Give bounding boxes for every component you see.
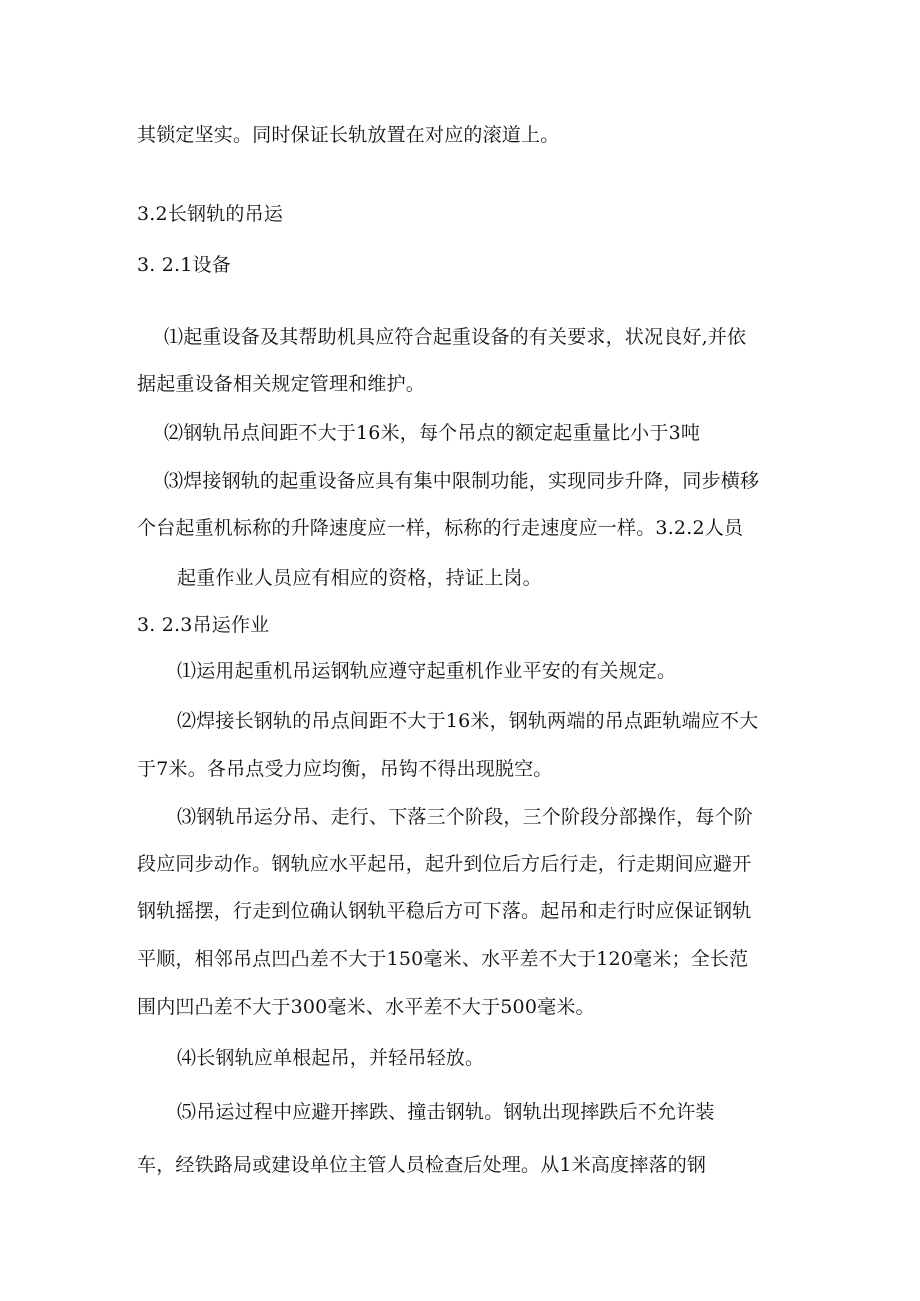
section-heading: 3.2长钢轨的吊运 xyxy=(137,203,284,225)
text-line: 个台起重机标称的升降速度应一样，标称的行走速度应一样。3.2.2人员 xyxy=(137,517,744,539)
text-line: 据起重设备相关规定管理和维护。 xyxy=(137,373,426,395)
text-line: ⑶钢轨吊运分吊、走行、下落三个阶段，三个阶段分部操作，每个阶 xyxy=(177,806,754,828)
text-line: 其锁定坚实。同时保证长轨放置在对应的滚道上。 xyxy=(137,124,560,146)
subsection-heading: 3. 2.1设备 xyxy=(137,254,231,276)
text-line: ⑴运用起重机吊运钢轨应遵守起重机作业平安的有关规定。 xyxy=(177,660,677,682)
text-line: 平顺，相邻吊点凹凸差不大于150毫米、水平差不大于120毫米；全长范 xyxy=(137,948,749,970)
text-line: 车，经铁路局或建设单位主管人员检查后处理。从1米高度摔落的钢 xyxy=(137,1154,707,1176)
text-line: 于7米。各吊点受力应均衡，吊钩不得出现脱空。 xyxy=(137,758,553,780)
text-line: ⑵焊接长钢轨的吊点间距不大于16米，钢轨两端的吊点距轨端应不大 xyxy=(177,710,759,732)
text-line: ⑴起重设备及其帮助机具应符合起重设备的有关要求，状况良好,并依 xyxy=(164,326,747,348)
text-line: 钢轨摇摆，行走到位确认钢轨平稳后方可下落。起吊和走行时应保证钢轨 xyxy=(137,900,752,922)
text-line: ⑷长钢轨应单根起吊，并轻吊轻放。 xyxy=(177,1047,485,1069)
text-line: 围内凹凸差不大于300毫米、水平差不大于500毫米。 xyxy=(137,996,595,1018)
text-line: ⑵钢轨吊点间距不大于16米，每个吊点的额定起重量比小于3吨 xyxy=(164,422,701,444)
text-line: ⑸吊运过程中应避开摔跌、撞击钢轨。钢轨出现摔跌后不允许装 xyxy=(177,1101,715,1123)
text-line: 起重作业人员应有相应的资格，持证上岗。 xyxy=(177,567,542,589)
text-line: ⑶焊接钢轨的起重设备应具有集中限制功能，实现同步升降，同步横移 xyxy=(164,470,760,492)
text-line: 段应同步动作。钢轨应水平起吊，起升到位后方后行走，行走期间应避开 xyxy=(137,853,752,875)
subsection-heading: 3. 2.3吊运作业 xyxy=(137,614,270,636)
